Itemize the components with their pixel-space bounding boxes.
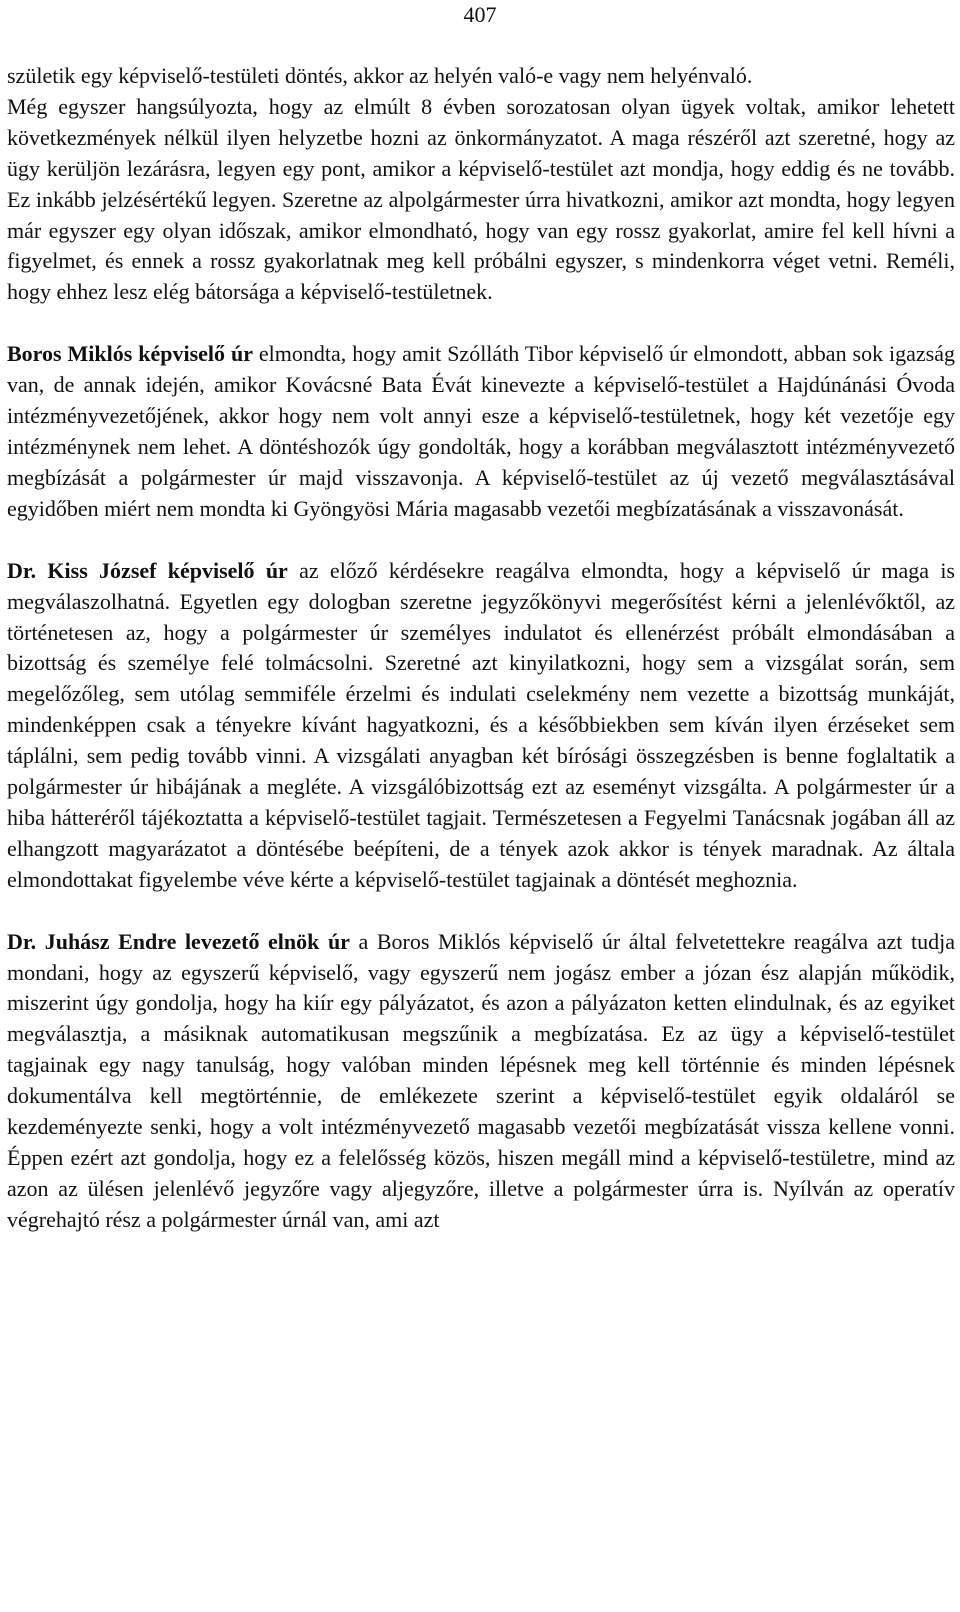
paragraph-statement — [7, 92, 955, 308]
paragraph-text: elmondta, hogy amit Szólláth Tibor képviselő úr elmondott, abban sok igazság van, de annak idején, amikor Kovácsné Bata Évát kinevezte a képviselő-testület a Hajdúnánási Óvoda intézményvezetőjének, akkor hogy nem volt annyi esze a képviselő-testületnek, hogy két vezetője egy intézménynek nem lehet. A döntéshozók úgy gondolták, hogy a korábban megválasztott intézményvezető megbízását a polgármester úr majd visszavonja. A képviselő-testület az új vezető megválasztásával egyidőben miért nem mondta ki Gyöngyösi Mária magasabb vezetői megbízatásának a visszavonását. — [7, 341, 955, 521]
paragraph-continuation — [7, 61, 955, 92]
paragraph-text: az előző kérdésekre reagálva elmondta, hogy a képviselő úr maga is megválaszolhatná. Egyetlen egy dologban szeretne jegyzőkönyvi megerősítést kérni a jelenlévőktől, az történetesen az, hogy a polgármester úr személyes indulatot és ellenérzést próbált elmondásában a bizottság és személye felé tolmácsolni. Szeretné azt kinyilatkozni, hogy sem a vizsgálat során, sem megelőzőleg, sem utólag semmiféle érzelmi és indulati cselekmény nem vezette a bizottság munkáját, mindenképpen csak a tényekre kívánt hagyatkozni, és a későbbiekben sem kíván ilyen érzéseket sem táplálni, sem pedig tovább vinni. A vizsgálati anyagban két bírósági összegzésben is benne foglaltatik a polgármester úr hibájának a megléte. A vizsgálóbizottság ezt az eseményt vizsgálta. A polgármester úr a hiba hátteréről tájékoztatta a képviselő-testület tagjait. Természetesen a Fegyelmi Tanácsnak jogában áll az elhangzott magyarázatot a döntésébe beépíteni, de a tények azok akkor is tények maradnak. Az általa elmondottakat figyelembe véve kérte a képviselő-testület tagjainak a döntését meghoznia. — [7, 557, 955, 892]
paragraph-boros — [7, 339, 955, 524]
paragraph-text: Még egyszer hangsúlyozta, hogy az elmúlt 8 évben sorozatosan olyan ügyek voltak, amikor lehetett következmények nélkül ilyen helyzetbe hozni az önkormányzatot. A maga részéről azt szeretné, hogy az ügy kerüljön lezárásra, legyen egy pont, amikor a képviselő-testület azt mondja, hogy eddig és ne tovább. Ez inkább jelzésértékű legyen. Szeretne az alpolgármester úrra hivatkozni, amikor azt mondta, hogy legyen már egyszer egy olyan időszak, amikor elmondható, hogy van egy rossz gyakorlat, amire fel kell hívni a figyelmet, és ennek a rossz gyakorlatnak meg kell próbálni egyszer, s mindenkorra véget vetni. Reméli, hogy ehhez lesz elég bátorsága a képviselő-testületnek. — [7, 93, 955, 305]
speaker-name: Dr. Juhász Endre levezető elnök úr — [7, 928, 350, 954]
document-body — [7, 61, 955, 1236]
page-number: 407 — [463, 2, 497, 27]
speaker-name: Dr. Kiss József képviselő úr — [7, 557, 288, 583]
speaker-name: Boros Miklós képviselő úr — [7, 341, 253, 367]
paragraph-text: születik egy képviselő-testületi döntés, akkor az helyén való-e vagy nem helyénvaló. — [7, 63, 753, 88]
paragraph-juhasz — [7, 927, 955, 1236]
paragraph-kiss — [7, 556, 955, 896]
paragraph-text: a Boros Miklós képviselő úr által felvetettekre reagálva azt tudja mondani, hogy az egyszerű képviselő, vagy egyszerű nem jogász ember a józan ész alapján működik, miszerint úgy gondolja, hogy ha kiír egy pályázatot, és azon a pályázaton ketten elindulnak, és az egyiket megválasztja, a másiknak automatikusan megszűnik a megbízatása. Ez az ügy a képviselő-testület tagjainak egy nagy tanulság, hogy valóban minden lépésnek meg kell történnie és minden lépésnek dokumentálva kell megtörténnie, de emlékezete szerint a képviselő-testület egyik oldaláról se kezdeményezte senki, hogy a volt intézményvezető magasabb vezetői megbízatását vissza kellene vonni. Éppen ezért azt gondolja, hogy ez a felelősség közös, hiszen megáll mind a képviselő-testületre, mind az azon az ülésen jelenlévő jegyzőre vagy aljegyzőre, illetve a polgármester úrra is. Nyílván az operatív végrehajtó rész a polgármester úrnál van, ami azt — [7, 928, 955, 1232]
